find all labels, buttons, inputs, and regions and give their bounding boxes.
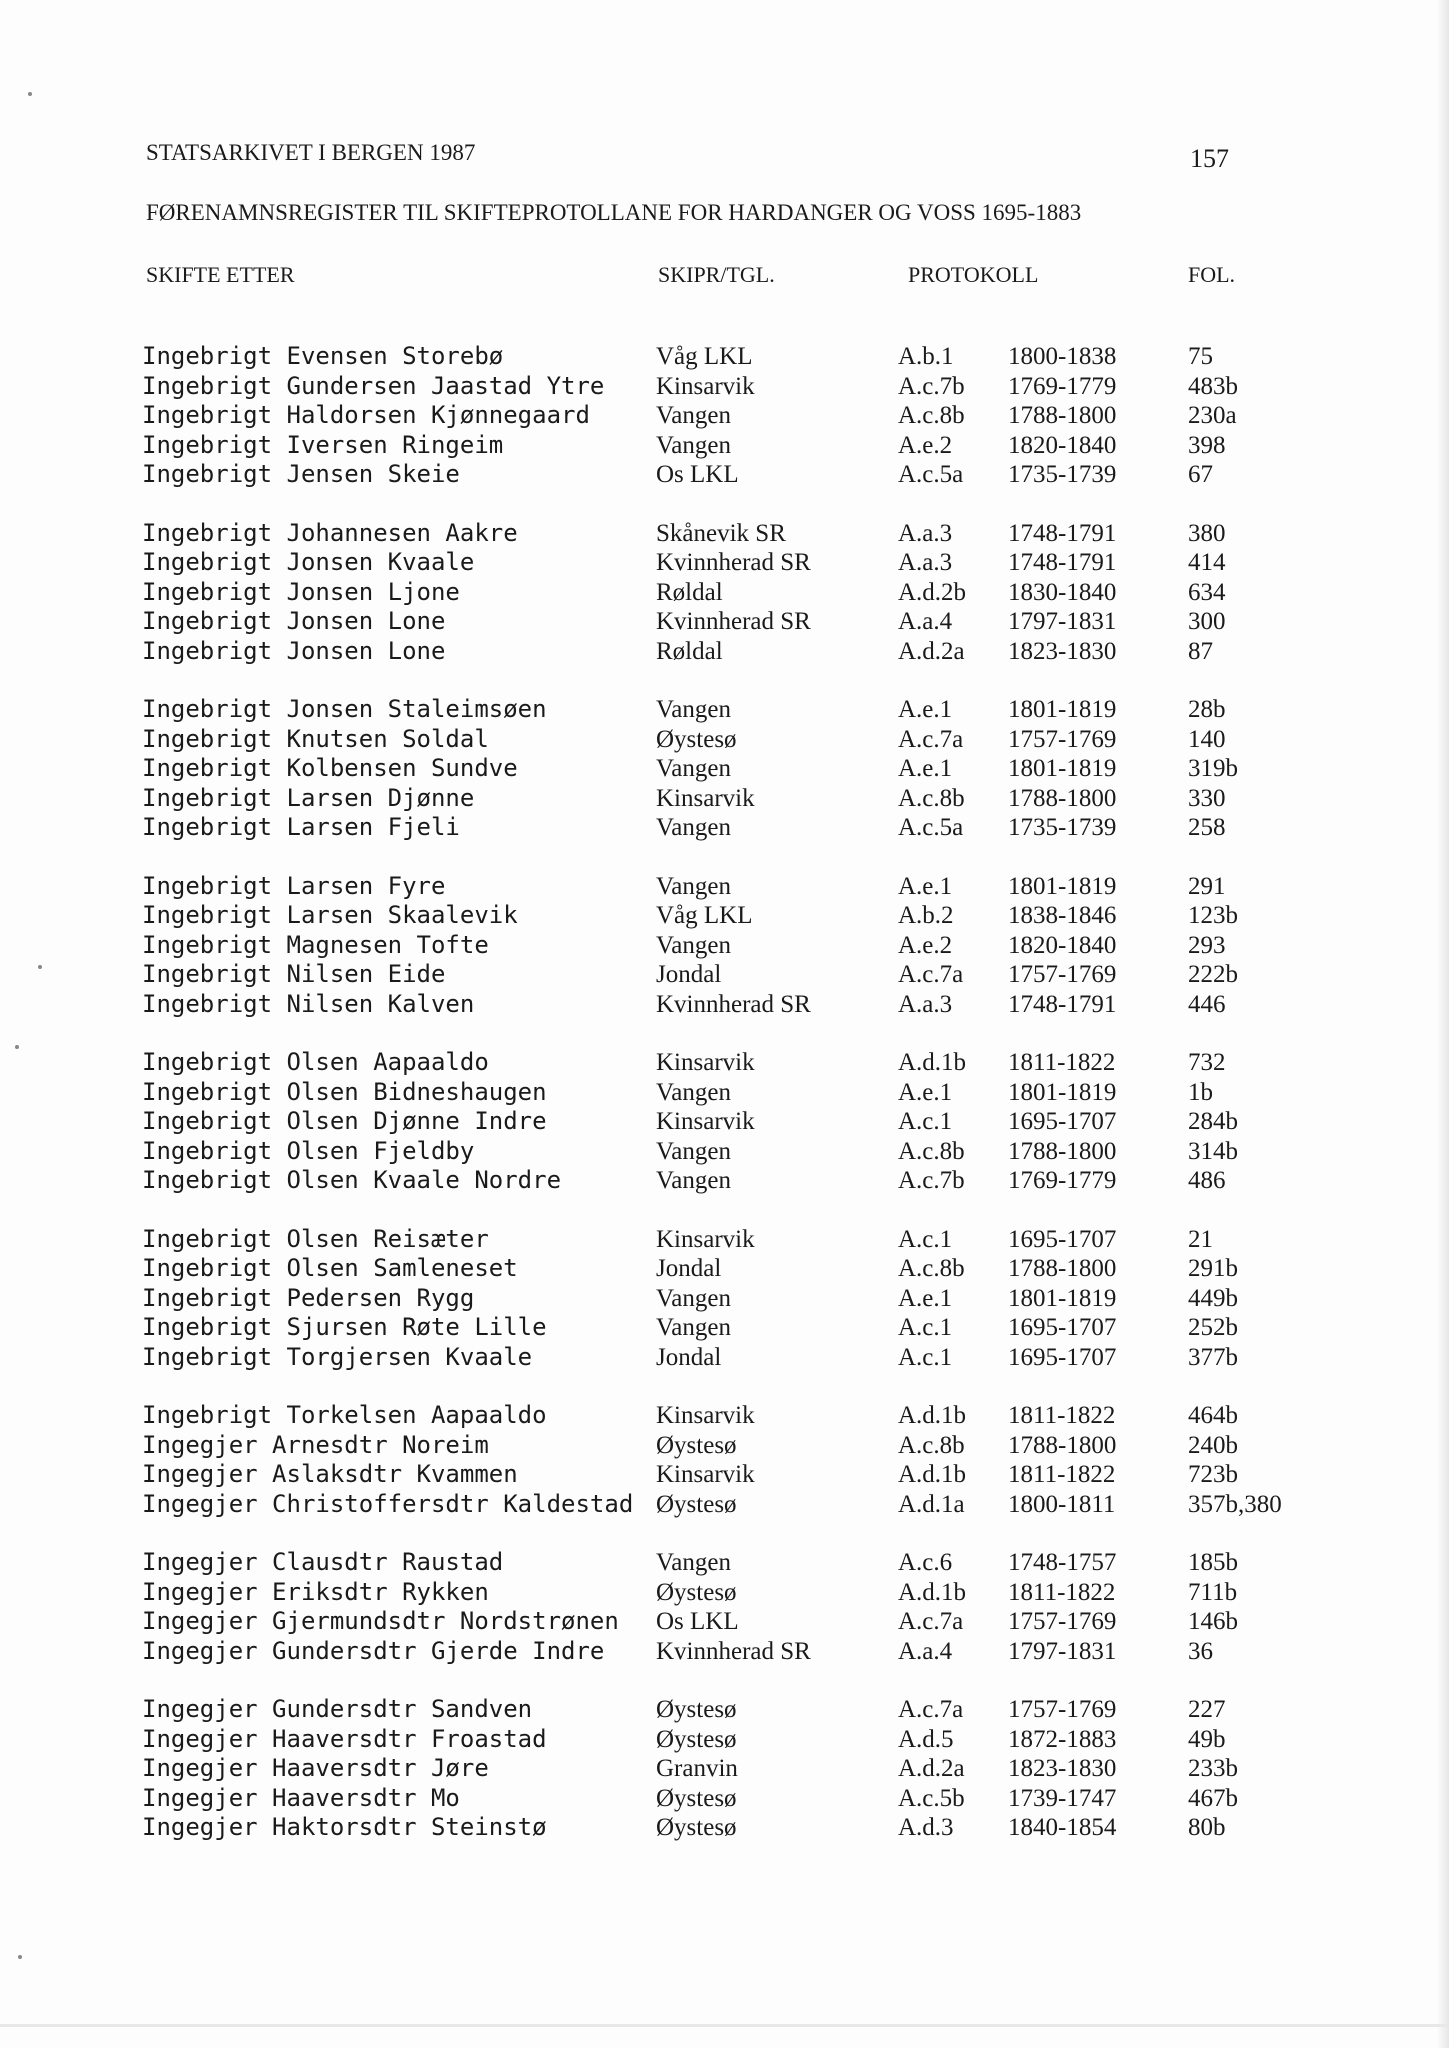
entry-skipr: Våg LKL [656, 902, 753, 929]
entry-name: Ingebrigt Olsen Fjeldby [142, 1136, 475, 1165]
entry-group [0, 1695, 1449, 1843]
entry-folio: 634 [1188, 578, 1226, 606]
entry-skipr: Kvinnherad SR [656, 990, 811, 1018]
entry-years: 1811-1822 [1008, 1578, 1116, 1606]
entry-folio: 464b [1188, 1402, 1238, 1429]
entry-name: Ingebrigt Larsen Skaalevik [142, 901, 518, 929]
entry-folio: 723b [1188, 1461, 1238, 1488]
entry-folio: 483b [1188, 372, 1238, 400]
entry-years: 1801-1819 [1008, 755, 1117, 782]
entry-protokoll: A.e.1 [898, 755, 953, 782]
entry-folio: 67 [1188, 461, 1213, 488]
entry-skipr: Vangen [656, 1284, 731, 1312]
table-row [0, 1343, 1449, 1373]
entry-protokoll: A.d.2a [898, 637, 965, 665]
entry-folio: 467b [1188, 1784, 1238, 1812]
entry-name: Ingebrigt Iversen Ringeim [142, 430, 504, 459]
entry-years: 1748-1791 [1008, 519, 1117, 547]
entry-folio: 449b [1188, 1284, 1238, 1312]
table-row [0, 1401, 1449, 1431]
entry-folio: 486 [1188, 1167, 1226, 1194]
entry-protokoll: A.c.7b [898, 372, 965, 400]
entry-skipr: Vangen [656, 402, 731, 429]
entry-folio: 291 [1188, 872, 1226, 900]
table-row [0, 1813, 1449, 1843]
column-header-skipr: SKIPR/TGL. [658, 262, 775, 287]
entry-skipr: Skånevik SR [656, 519, 786, 547]
entry-protokoll: A.a.3 [898, 549, 953, 576]
entry-years: 1735-1739 [1008, 814, 1117, 841]
entry-name: Ingebrigt Jonsen Kvaale [142, 548, 475, 576]
entry-folio: 123b [1188, 902, 1238, 929]
entry-folio: 185b [1188, 1549, 1238, 1576]
entry-name: Ingebrigt Pedersen Rygg [142, 1283, 475, 1312]
entry-years: 1820-1840 [1008, 931, 1117, 959]
entry-years: 1769-1779 [1008, 372, 1117, 400]
entry-years: 1695-1707 [1008, 1343, 1117, 1371]
entry-group [0, 1048, 1449, 1196]
entry-years: 1801-1819 [1008, 872, 1117, 900]
entry-folio: 732 [1188, 1049, 1226, 1076]
table-row [0, 401, 1449, 431]
table-row [0, 1607, 1449, 1637]
document-title: FØRENAMNSREGISTER TIL SKIFTEPROTOLLANE FOR HARDANGER OG VOSS 1695-1883 [146, 200, 1082, 225]
table-row [0, 1254, 1449, 1284]
entry-protokoll: A.e.2 [898, 931, 953, 959]
entry-protokoll: A.d.1b [898, 1402, 967, 1429]
scan-speck [15, 1045, 19, 1049]
entry-protokoll: A.c.1 [898, 1314, 953, 1341]
entry-skipr: Vangen [656, 431, 731, 459]
entry-protokoll: A.d.2b [898, 578, 967, 606]
table-row [0, 1548, 1449, 1578]
entry-protokoll: A.d.2a [898, 1755, 965, 1782]
entry-skipr: Vangen [656, 1167, 731, 1194]
table-row [0, 1490, 1449, 1520]
entry-name: Ingebrigt Magnesen Tofte [142, 930, 489, 959]
table-row [0, 784, 1449, 814]
entry-name: Ingebrigt Nilsen Kalven [142, 989, 475, 1018]
entry-skipr: Øystesø [656, 1784, 737, 1812]
entry-skipr: Jondal [656, 1343, 722, 1371]
entry-protokoll: A.d.1a [898, 1490, 965, 1518]
table-row [0, 1137, 1449, 1167]
table-row [0, 431, 1449, 461]
entry-name: Ingegjer Haaversdtr Jøre [142, 1754, 489, 1782]
entry-protokoll: A.e.1 [898, 1284, 953, 1312]
entry-years: 1757-1769 [1008, 725, 1117, 753]
entry-skipr: Vangen [656, 696, 731, 723]
scan-speck [38, 965, 42, 969]
entry-skipr: Kinsarvik [656, 1225, 755, 1253]
entry-name: Ingebrigt Olsen Aapaaldo [142, 1048, 489, 1076]
entry-years: 1811-1822 [1008, 1049, 1116, 1076]
entry-protokoll: A.c.6 [898, 1549, 953, 1576]
table-row [0, 460, 1449, 490]
entry-name: Ingebrigt Olsen Djønne Indre [142, 1107, 547, 1135]
entry-protokoll: A.c.7a [898, 961, 964, 988]
entry-protokoll: A.c.1 [898, 1225, 953, 1253]
entry-protokoll: A.c.8b [898, 1255, 965, 1282]
entry-protokoll: A.c.7a [898, 1608, 964, 1635]
entry-folio: 75 [1188, 343, 1213, 370]
entry-name: Ingegjer Eriksdtr Rykken [142, 1577, 489, 1606]
entry-years: 1811-1822 [1008, 1402, 1116, 1429]
table-row [0, 695, 1449, 725]
table-row [0, 1225, 1449, 1255]
entry-years: 1788-1800 [1008, 784, 1117, 812]
table-row [0, 960, 1449, 990]
entry-skipr: Øystesø [656, 1725, 737, 1753]
entry-skipr: Øystesø [656, 1431, 737, 1459]
table-row [0, 578, 1449, 608]
entry-skipr: Kinsarvik [656, 1402, 755, 1429]
entry-skipr: Kvinnherad SR [656, 608, 811, 635]
table-row [0, 754, 1449, 784]
entry-folio: 414 [1188, 549, 1226, 576]
entry-years: 1769-1779 [1008, 1167, 1117, 1194]
entry-protokoll: A.c.1 [898, 1108, 953, 1135]
entry-name: Ingebrigt Knutsen Soldal [142, 724, 489, 753]
entry-protokoll: A.d.3 [898, 1814, 954, 1841]
entry-years: 1797-1831 [1008, 1637, 1117, 1665]
entry-skipr: Kinsarvik [656, 784, 755, 812]
entry-years: 1811-1822 [1008, 1461, 1116, 1488]
entry-name: Ingebrigt Olsen Kvaale Nordre [142, 1166, 562, 1194]
entry-folio: 49b [1188, 1725, 1226, 1753]
entry-group [0, 1225, 1449, 1373]
entry-name: Ingebrigt Kolbensen Sundve [142, 754, 518, 782]
entry-folio: 140 [1188, 725, 1226, 753]
entry-skipr: Vangen [656, 1314, 731, 1341]
table-row [0, 1754, 1449, 1784]
entry-name: Ingebrigt Larsen Fyre [142, 871, 446, 900]
entry-name: Ingegjer Gjermundsdtr Nordstrønen [142, 1607, 619, 1635]
entry-skipr: Kinsarvik [656, 1108, 755, 1135]
entry-years: 1840-1854 [1008, 1814, 1117, 1841]
entry-folio: 87 [1188, 637, 1213, 665]
entry-protokoll: A.c.5a [898, 814, 964, 841]
entry-skipr: Kinsarvik [656, 372, 755, 400]
entry-group [0, 872, 1449, 1020]
entry-skipr: Røldal [656, 637, 723, 665]
entry-skipr: Jondal [656, 961, 722, 988]
entry-protokoll: A.c.7a [898, 725, 964, 753]
entry-name: Ingegjer Gundersdtr Gjerde Indre [142, 1636, 605, 1665]
entry-skipr: Kvinnherad SR [656, 549, 811, 576]
entry-protokoll: A.e.1 [898, 872, 953, 900]
entry-folio: 284b [1188, 1108, 1238, 1135]
entry-years: 1830-1840 [1008, 578, 1117, 606]
entry-skipr: Vangen [656, 931, 731, 959]
entry-folio: 357b,380 [1188, 1490, 1282, 1518]
entry-folio: 330 [1188, 784, 1226, 812]
entry-protokoll: A.c.8b [898, 784, 965, 812]
table-row [0, 1284, 1449, 1314]
entry-folio: 222b [1188, 961, 1238, 988]
entry-skipr: Øystesø [656, 1578, 737, 1606]
table-row [0, 342, 1449, 372]
entry-skipr: Øystesø [656, 1490, 737, 1518]
entry-skipr: Øystesø [656, 725, 737, 753]
entry-years: 1788-1800 [1008, 1431, 1117, 1459]
entry-folio: 36 [1188, 1637, 1213, 1665]
entry-protokoll: A.d.5 [898, 1725, 954, 1753]
archive-header: STATSARKIVET I BERGEN 1987 [146, 140, 476, 165]
table-row [0, 1695, 1449, 1725]
entry-folio: 146b [1188, 1608, 1238, 1635]
entry-name: Ingegjer Aslaksdtr Kvammen [142, 1460, 518, 1488]
entry-years: 1800-1811 [1008, 1490, 1116, 1518]
entry-protokoll: A.e.2 [898, 431, 953, 459]
entry-years: 1797-1831 [1008, 608, 1117, 635]
entry-years: 1801-1819 [1008, 1078, 1117, 1106]
entry-protokoll: A.c.7b [898, 1167, 965, 1194]
entry-years: 1757-1769 [1008, 1608, 1117, 1635]
entry-years: 1823-1830 [1008, 1755, 1117, 1782]
entry-years: 1872-1883 [1008, 1725, 1117, 1753]
entry-name: Ingebrigt Haldorsen Kjønnegaard [142, 401, 590, 429]
entry-years: 1735-1739 [1008, 461, 1117, 488]
entry-name: Ingebrigt Jonsen Ljone [142, 577, 460, 606]
table-row [0, 548, 1449, 578]
entry-name: Ingebrigt Jonsen Lone [142, 607, 446, 635]
table-row [0, 1460, 1449, 1490]
register-entries [0, 342, 1449, 1872]
entry-name: Ingebrigt Larsen Djønne [142, 783, 475, 812]
entry-years: 1748-1791 [1008, 549, 1117, 576]
table-row [0, 1078, 1449, 1108]
entry-name: Ingebrigt Nilsen Eide [142, 960, 446, 988]
entry-group [0, 342, 1449, 490]
entry-folio: 233b [1188, 1755, 1238, 1782]
entry-group [0, 519, 1449, 667]
entry-name: Ingegjer Haktorsdtr Steinstø [142, 1813, 547, 1841]
entry-protokoll: A.c.5b [898, 1784, 965, 1812]
entry-years: 1739-1747 [1008, 1784, 1117, 1812]
entry-skipr: Kinsarvik [656, 1461, 755, 1488]
entry-protokoll: A.c.7a [898, 1696, 964, 1723]
table-row [0, 607, 1449, 637]
entry-name: Ingebrigt Gundersen Jaastad Ytre [142, 371, 605, 400]
column-header-protokoll: PROTOKOLL [908, 262, 1039, 287]
entry-protokoll: A.c.1 [898, 1343, 953, 1371]
column-header-name: SKIFTE ETTER [146, 262, 295, 287]
entry-skipr: Vangen [656, 1549, 731, 1576]
entry-skipr: Granvin [656, 1755, 738, 1782]
entry-name: Ingebrigt Evensen Storebø [142, 342, 504, 370]
page-number: 157 [1190, 144, 1229, 173]
entry-years: 1788-1800 [1008, 1137, 1117, 1165]
entry-skipr: Jondal [656, 1255, 722, 1282]
entry-folio: 293 [1188, 931, 1226, 959]
table-row [0, 872, 1449, 902]
entry-name: Ingebrigt Jonsen Staleimsøen [142, 695, 547, 723]
entry-skipr: Kvinnherad SR [656, 1637, 811, 1665]
entry-protokoll: A.a.3 [898, 519, 953, 547]
entry-years: 1695-1707 [1008, 1314, 1117, 1341]
table-row [0, 637, 1449, 667]
entry-name: Ingegjer Christoffersdtr Kaldestad [142, 1489, 634, 1518]
entry-skipr: Øystesø [656, 1696, 737, 1723]
entry-protokoll: A.a.4 [898, 1637, 953, 1665]
entry-protokoll: A.a.3 [898, 990, 953, 1018]
entry-skipr: Vangen [656, 1137, 731, 1165]
table-row [0, 372, 1449, 402]
table-row [0, 1725, 1449, 1755]
table-row [0, 1107, 1449, 1137]
entry-protokoll: A.c.5a [898, 461, 964, 488]
table-row [0, 1637, 1449, 1667]
entry-folio: 21 [1188, 1225, 1213, 1253]
entry-protokoll: A.d.1b [898, 1578, 967, 1606]
entry-folio: 291b [1188, 1255, 1238, 1282]
entry-skipr: Kinsarvik [656, 1049, 755, 1076]
entry-protokoll: A.e.1 [898, 696, 953, 723]
entry-name: Ingegjer Haaversdtr Froastad [142, 1724, 547, 1753]
entry-folio: 240b [1188, 1431, 1238, 1459]
entry-protokoll: A.e.1 [898, 1078, 953, 1106]
entry-name: Ingebrigt Torkelsen Aapaaldo [142, 1401, 547, 1429]
table-row [0, 1166, 1449, 1196]
entry-years: 1801-1819 [1008, 696, 1117, 723]
entry-years: 1823-1830 [1008, 637, 1117, 665]
scan-speck [28, 92, 32, 96]
entry-protokoll: A.b.1 [898, 343, 954, 370]
table-row [0, 1048, 1449, 1078]
entry-folio: 319b [1188, 755, 1238, 782]
table-row [0, 1313, 1449, 1343]
entry-skipr: Os LKL [656, 1608, 739, 1635]
entry-years: 1757-1769 [1008, 961, 1117, 988]
entry-skipr: Vangen [656, 1078, 731, 1106]
entry-protokoll: A.d.1b [898, 1049, 967, 1076]
entry-name: Ingegjer Clausdtr Raustad [142, 1548, 504, 1576]
entry-years: 1748-1757 [1008, 1549, 1117, 1576]
entry-protokoll: A.d.1b [898, 1461, 967, 1488]
entry-name: Ingebrigt Sjursen Røte Lille [142, 1313, 547, 1341]
entry-name: Ingebrigt Olsen Bidneshaugen [142, 1077, 547, 1106]
entry-skipr: Vangen [656, 755, 731, 782]
entry-years: 1801-1819 [1008, 1284, 1117, 1312]
entry-folio: 80b [1188, 1814, 1226, 1841]
table-row [0, 990, 1449, 1020]
entry-name: Ingebrigt Olsen Samleneset [142, 1254, 518, 1282]
table-row [0, 813, 1449, 843]
entry-folio: 252b [1188, 1314, 1238, 1341]
table-row [0, 931, 1449, 961]
entry-folio: 314b [1188, 1137, 1238, 1165]
entry-name: Ingegjer Gundersdtr Sandven [142, 1695, 533, 1723]
table-row [0, 1784, 1449, 1814]
entry-years: 1838-1846 [1008, 902, 1117, 929]
entry-folio: 1b [1188, 1078, 1213, 1106]
entry-years: 1788-1800 [1008, 402, 1117, 429]
entry-name: Ingebrigt Olsen Reisæter [142, 1224, 489, 1253]
entry-name: Ingebrigt Johannesen Aakre [142, 518, 518, 547]
entry-name: Ingegjer Haaversdtr Mo [142, 1783, 460, 1812]
entry-name: Ingebrigt Jonsen Lone [142, 636, 446, 665]
entry-years: 1695-1707 [1008, 1225, 1117, 1253]
table-row [0, 725, 1449, 755]
entry-folio: 398 [1188, 431, 1226, 459]
entry-skipr: Vangen [656, 814, 731, 841]
entry-protokoll: A.b.2 [898, 902, 954, 929]
entry-skipr: Vangen [656, 872, 731, 900]
entry-group [0, 1401, 1449, 1519]
entry-skipr: Os LKL [656, 461, 739, 488]
entry-name: Ingebrigt Jensen Skeie [142, 460, 460, 488]
entry-folio: 258 [1188, 814, 1226, 841]
entry-group [0, 695, 1449, 843]
table-row [0, 1431, 1449, 1461]
entry-skipr: Røldal [656, 578, 723, 606]
table-row [0, 901, 1449, 931]
column-header-fol: FOL. [1188, 262, 1236, 287]
entry-folio: 300 [1188, 608, 1226, 635]
entry-years: 1800-1838 [1008, 343, 1117, 370]
entry-folio: 446 [1188, 990, 1226, 1018]
entry-skipr: Øystesø [656, 1814, 737, 1841]
scan-speck [18, 1955, 22, 1959]
scan-bottom-edge [0, 2024, 1449, 2027]
entry-years: 1788-1800 [1008, 1255, 1117, 1282]
entry-folio: 28b [1188, 696, 1226, 723]
table-row [0, 519, 1449, 549]
entry-folio: 711b [1188, 1578, 1238, 1606]
entry-years: 1748-1791 [1008, 990, 1117, 1018]
entry-protokoll: A.c.8b [898, 1137, 965, 1165]
entry-name: Ingegjer Arnesdtr Noreim [142, 1430, 489, 1459]
entry-folio: 230a [1188, 402, 1237, 429]
entry-name: Ingebrigt Larsen Fjeli [142, 813, 460, 841]
entry-protokoll: A.a.4 [898, 608, 953, 635]
entry-years: 1820-1840 [1008, 431, 1117, 459]
entry-years: 1757-1769 [1008, 1696, 1117, 1723]
entry-protokoll: A.c.8b [898, 402, 965, 429]
entry-name: Ingebrigt Torgjersen Kvaale [142, 1342, 533, 1371]
table-row [0, 1578, 1449, 1608]
entry-group [0, 1548, 1449, 1666]
entry-protokoll: A.c.8b [898, 1431, 965, 1459]
entry-skipr: Våg LKL [656, 343, 753, 370]
entry-folio: 377b [1188, 1343, 1238, 1371]
entry-folio: 380 [1188, 519, 1226, 547]
entry-years: 1695-1707 [1008, 1108, 1117, 1135]
entry-folio: 227 [1188, 1696, 1226, 1723]
